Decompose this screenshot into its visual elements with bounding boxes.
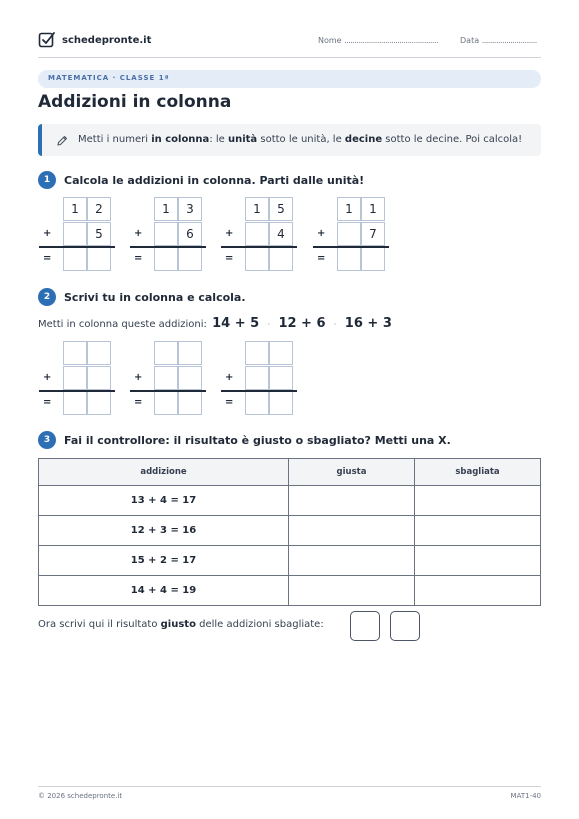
- final-bold: giusto: [160, 619, 196, 630]
- exercise-2-instruction: Scrivi tu in colonna e calcola.: [64, 290, 246, 304]
- final-instruction: [38, 619, 324, 630]
- date-label: Data: [460, 36, 480, 45]
- empty-answer-cell[interactable]: [269, 341, 293, 365]
- pencil-icon: [56, 135, 68, 147]
- equals-sign: =: [225, 397, 234, 408]
- plus-sign: +: [225, 228, 234, 239]
- addition-cell: 15 + 2 = 17: [39, 546, 289, 576]
- empty-answer-cell[interactable]: [154, 247, 178, 271]
- empty-answer-cell[interactable]: [245, 222, 269, 246]
- digit-cell: 3: [178, 197, 202, 221]
- category-label: MATEMATICA · CLASSE 1ª: [48, 74, 170, 82]
- final-part: Ora scrivi qui il risultato: [38, 619, 161, 630]
- footer-copyright: © 2026 schedepronte.it: [38, 792, 123, 800]
- plus-sign: +: [317, 228, 326, 239]
- empty-answer-cell[interactable]: [178, 247, 202, 271]
- exercise-3-heading: [38, 431, 451, 449]
- empty-answer-cell[interactable]: [87, 366, 111, 390]
- empty-answer-cell[interactable]: [337, 247, 361, 271]
- empty-answer-cell[interactable]: [154, 222, 178, 246]
- digit-cell: 1: [361, 197, 385, 221]
- empty-answer-cell[interactable]: [245, 247, 269, 271]
- hint-part: Metti i numeri: [78, 134, 152, 145]
- separator-dot: ·: [267, 320, 271, 330]
- column-header-addition: addizione: [39, 459, 289, 486]
- column-addition: [313, 197, 389, 273]
- column-addition: [39, 197, 115, 273]
- hint-text: [78, 134, 522, 145]
- correct-mark-cell[interactable]: [289, 516, 415, 546]
- equals-sign: =: [43, 397, 52, 408]
- hint-box: [38, 124, 541, 156]
- hint-part: sotto le unità, le: [257, 134, 345, 145]
- plus-sign: +: [43, 228, 52, 239]
- category-bar: [38, 70, 541, 88]
- hint-bold: in colonna: [151, 134, 210, 145]
- digit-cell: 5: [269, 197, 293, 221]
- exercise-2-prompt: [38, 316, 392, 331]
- empty-answer-cell[interactable]: [269, 247, 293, 271]
- wrong-mark-cell[interactable]: [415, 546, 541, 576]
- plus-sign: +: [134, 228, 143, 239]
- prompt-text: Metti in colonna queste addizioni:: [38, 319, 207, 330]
- exercise-number-badge: 1: [38, 171, 56, 189]
- wrong-mark-cell[interactable]: [415, 486, 541, 516]
- exercise-2-heading: [38, 288, 246, 306]
- exercise-1-instruction: Calcola le addizioni in colonna. Parti dalle unità!: [64, 173, 365, 187]
- hint-part: sotto le decine. Poi calcola!: [382, 134, 523, 145]
- empty-answer-cell[interactable]: [87, 247, 111, 271]
- equals-sign: =: [134, 253, 143, 264]
- empty-answer-cell[interactable]: [63, 391, 87, 415]
- empty-answer-cell[interactable]: [269, 366, 293, 390]
- empty-answer-cell[interactable]: [178, 341, 202, 365]
- empty-answer-cell[interactable]: [63, 247, 87, 271]
- sum-line: [39, 390, 115, 392]
- page-footer: [38, 786, 541, 800]
- equals-sign: =: [134, 397, 143, 408]
- addition-cell: 13 + 4 = 17: [39, 486, 289, 516]
- empty-answer-cell[interactable]: [154, 391, 178, 415]
- name-label: Nome: [318, 36, 342, 45]
- sum-line: [313, 246, 389, 248]
- column-header-wrong: sbagliata: [415, 459, 541, 486]
- empty-answer-cell[interactable]: [245, 341, 269, 365]
- correct-mark-cell[interactable]: [289, 576, 415, 606]
- addition-cell: 14 + 4 = 19: [39, 576, 289, 606]
- date-field[interactable]: [460, 36, 537, 45]
- exercise-3-instruction: Fai il controllore: il risultato è giusto o sbagliato? Metti una X.: [64, 433, 451, 447]
- digit-cell: 1: [154, 197, 178, 221]
- empty-answer-cell[interactable]: [154, 366, 178, 390]
- digit-cell: 5: [87, 222, 111, 246]
- empty-answer-cell[interactable]: [245, 366, 269, 390]
- exercise-number-badge: 2: [38, 288, 56, 306]
- equals-sign: =: [317, 253, 326, 264]
- addition-1: 14 + 5: [212, 316, 260, 331]
- hint-bold: unità: [227, 134, 258, 145]
- empty-answer-cell[interactable]: [269, 391, 293, 415]
- addition-cell: 12 + 3 = 16: [39, 516, 289, 546]
- equals-sign: =: [225, 253, 234, 264]
- empty-answer-cell[interactable]: [178, 366, 202, 390]
- table-row: [39, 516, 541, 546]
- column-addition: [221, 197, 297, 273]
- answer-box[interactable]: [390, 611, 420, 641]
- digit-cell: 2: [87, 197, 111, 221]
- plus-sign: +: [43, 372, 52, 383]
- exercise-number-badge: 3: [38, 431, 56, 449]
- name-field[interactable]: [318, 36, 438, 45]
- digit-cell: 4: [269, 222, 293, 246]
- brand-name: schedepronte.it: [62, 34, 152, 46]
- sum-line: [221, 390, 297, 392]
- plus-sign: +: [134, 372, 143, 383]
- addition-3: 16 + 3: [344, 316, 392, 331]
- answer-box[interactable]: [350, 611, 380, 641]
- empty-answer-cell[interactable]: [63, 341, 87, 365]
- separator-dot: ·: [333, 320, 337, 330]
- digit-cell: 1: [63, 197, 87, 221]
- empty-answer-cell[interactable]: [337, 222, 361, 246]
- sum-line: [130, 390, 206, 392]
- column-header-correct: giusta: [289, 459, 415, 486]
- wrong-mark-cell[interactable]: [415, 576, 541, 606]
- empty-answer-cell[interactable]: [154, 341, 178, 365]
- column-addition: [221, 341, 297, 417]
- digit-cell: 7: [361, 222, 385, 246]
- empty-answer-cell[interactable]: [87, 341, 111, 365]
- date-dots: ...........................: [481, 36, 537, 45]
- correct-mark-cell[interactable]: [289, 546, 415, 576]
- addition-2: 12 + 6: [278, 316, 326, 331]
- name-dots: ..............................................: [344, 36, 439, 45]
- sum-line: [39, 246, 115, 248]
- footer-code: MAT1-40: [510, 792, 541, 800]
- column-addition: [130, 197, 206, 273]
- digit-cell: 1: [245, 197, 269, 221]
- checkbox-logo-icon: [38, 31, 56, 49]
- digit-cell: 6: [178, 222, 202, 246]
- correct-mark-cell[interactable]: [289, 486, 415, 516]
- final-part: delle addizioni sbagliate:: [195, 619, 324, 630]
- page-title: Addizioni in colonna: [38, 92, 232, 112]
- empty-answer-cell[interactable]: [361, 247, 385, 271]
- wrong-mark-cell[interactable]: [415, 516, 541, 546]
- page-header: [38, 28, 541, 58]
- digit-cell: 1: [337, 197, 361, 221]
- empty-answer-cell[interactable]: [63, 366, 87, 390]
- sum-line: [130, 246, 206, 248]
- hint-part: : le: [209, 134, 228, 145]
- table-row: [39, 576, 541, 606]
- column-addition: [130, 341, 206, 417]
- empty-answer-cell[interactable]: [63, 222, 87, 246]
- table-row: [39, 486, 541, 516]
- equals-sign: =: [43, 253, 52, 264]
- brand-logo: [38, 31, 151, 49]
- empty-answer-cell[interactable]: [178, 391, 202, 415]
- column-addition: [39, 341, 115, 417]
- table-row: [39, 546, 541, 576]
- hint-bold: decine: [344, 134, 383, 145]
- empty-answer-cell[interactable]: [245, 391, 269, 415]
- exercise-1-heading: [38, 171, 364, 189]
- sum-line: [221, 246, 297, 248]
- empty-answer-cell[interactable]: [87, 391, 111, 415]
- check-table: [38, 458, 541, 606]
- plus-sign: +: [225, 372, 234, 383]
